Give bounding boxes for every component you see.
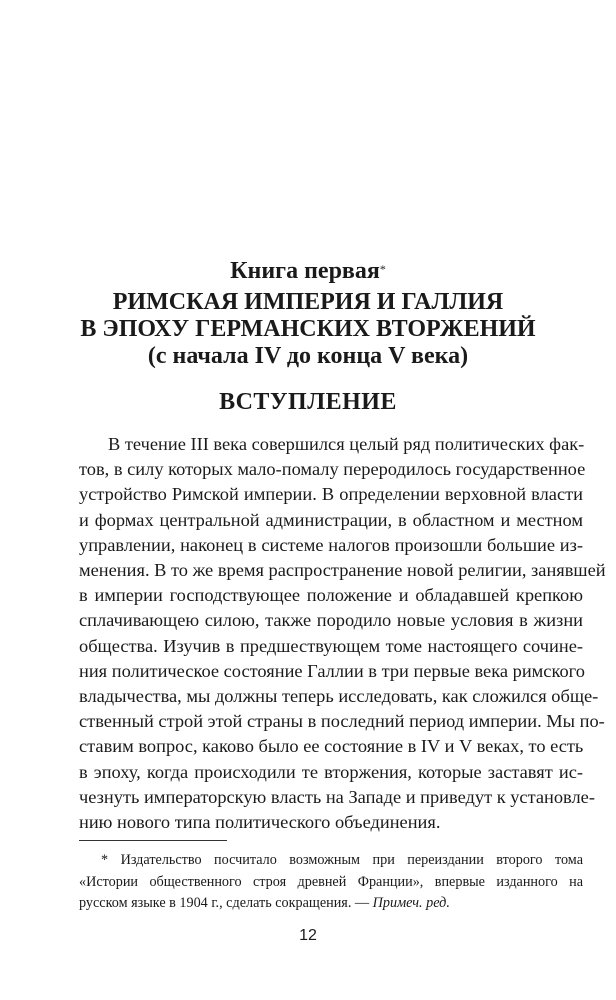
body-line: и формах центральной администрации, в областном и местном <box>79 509 583 530</box>
book-title <box>0 257 616 285</box>
subtitle-line: В ЭПОХУ ГЕРМАНСКИХ ВТОРЖЕНИЙ <box>80 316 536 342</box>
body-line: ственный строй этой страны в последний период империи. Мы по- <box>79 711 605 732</box>
body-line: в империи господствующее положение и обладавшей крепкою <box>79 585 583 606</box>
footnote-divider <box>79 840 227 841</box>
footnote <box>79 850 583 915</box>
subtitle-line: (с начала IV до конца V века) <box>147 343 469 369</box>
body-line: сплачивающею силою, также породило новые условия в жизни <box>79 610 583 631</box>
body-line: тов, в силу которых мало-помалу переродилось государственное <box>79 459 586 480</box>
body-line: устройство Римской империи. В определении верховной власти <box>79 484 583 505</box>
body-line: ставим вопрос, каково было ее состояние в IV и V веках, то есть <box>79 736 584 757</box>
footnote-line: * Издательство посчитало возможным при переиздании второго тома <box>101 852 583 868</box>
body-line: нию нового типа политического объединения. <box>79 812 441 833</box>
body-line: владычества, мы должны теперь исследовать, как сложился обще- <box>79 686 599 707</box>
editor-note-abbr: Примеч. ред. <box>372 895 450 911</box>
body-line: менения. В то же время распространение новой религии, занявшей <box>79 560 606 581</box>
body-line: в эпоху, когда происходили те вторжения, которые заставят ис- <box>79 761 583 782</box>
book-subtitle <box>0 289 616 370</box>
body-line: управлении, наконец в системе налогов произошли большие из- <box>79 534 583 555</box>
footnote-line <box>79 893 583 915</box>
body-line: ния политическое состояние Галлии в три первые века римского <box>79 660 585 681</box>
book-title-text: Книга первая <box>230 258 380 284</box>
body-line: В течение III века совершился целый ряд политических фак- <box>108 434 585 454</box>
page-number: 12 <box>299 927 317 944</box>
section-title: ВСТУПЛЕНИЕ <box>219 389 397 415</box>
body-line: общества. Изучив в предшествующем томе настоящего сочине- <box>79 635 583 656</box>
body-line: чезнуть императорскую власть на Западе и приведут к установле- <box>79 786 595 807</box>
body-paragraph <box>79 432 606 835</box>
footnote-line-text: русском языке в 1904 г., сделать сокращения. — <box>79 895 373 911</box>
subtitle-line: РИМСКАЯ ИМПЕРИЯ И ГАЛЛИЯ <box>112 289 504 315</box>
footnote-marker: * <box>379 262 386 276</box>
footnote-line: «Истории общественного строя древней Франции», впервые изданного на <box>79 873 583 890</box>
